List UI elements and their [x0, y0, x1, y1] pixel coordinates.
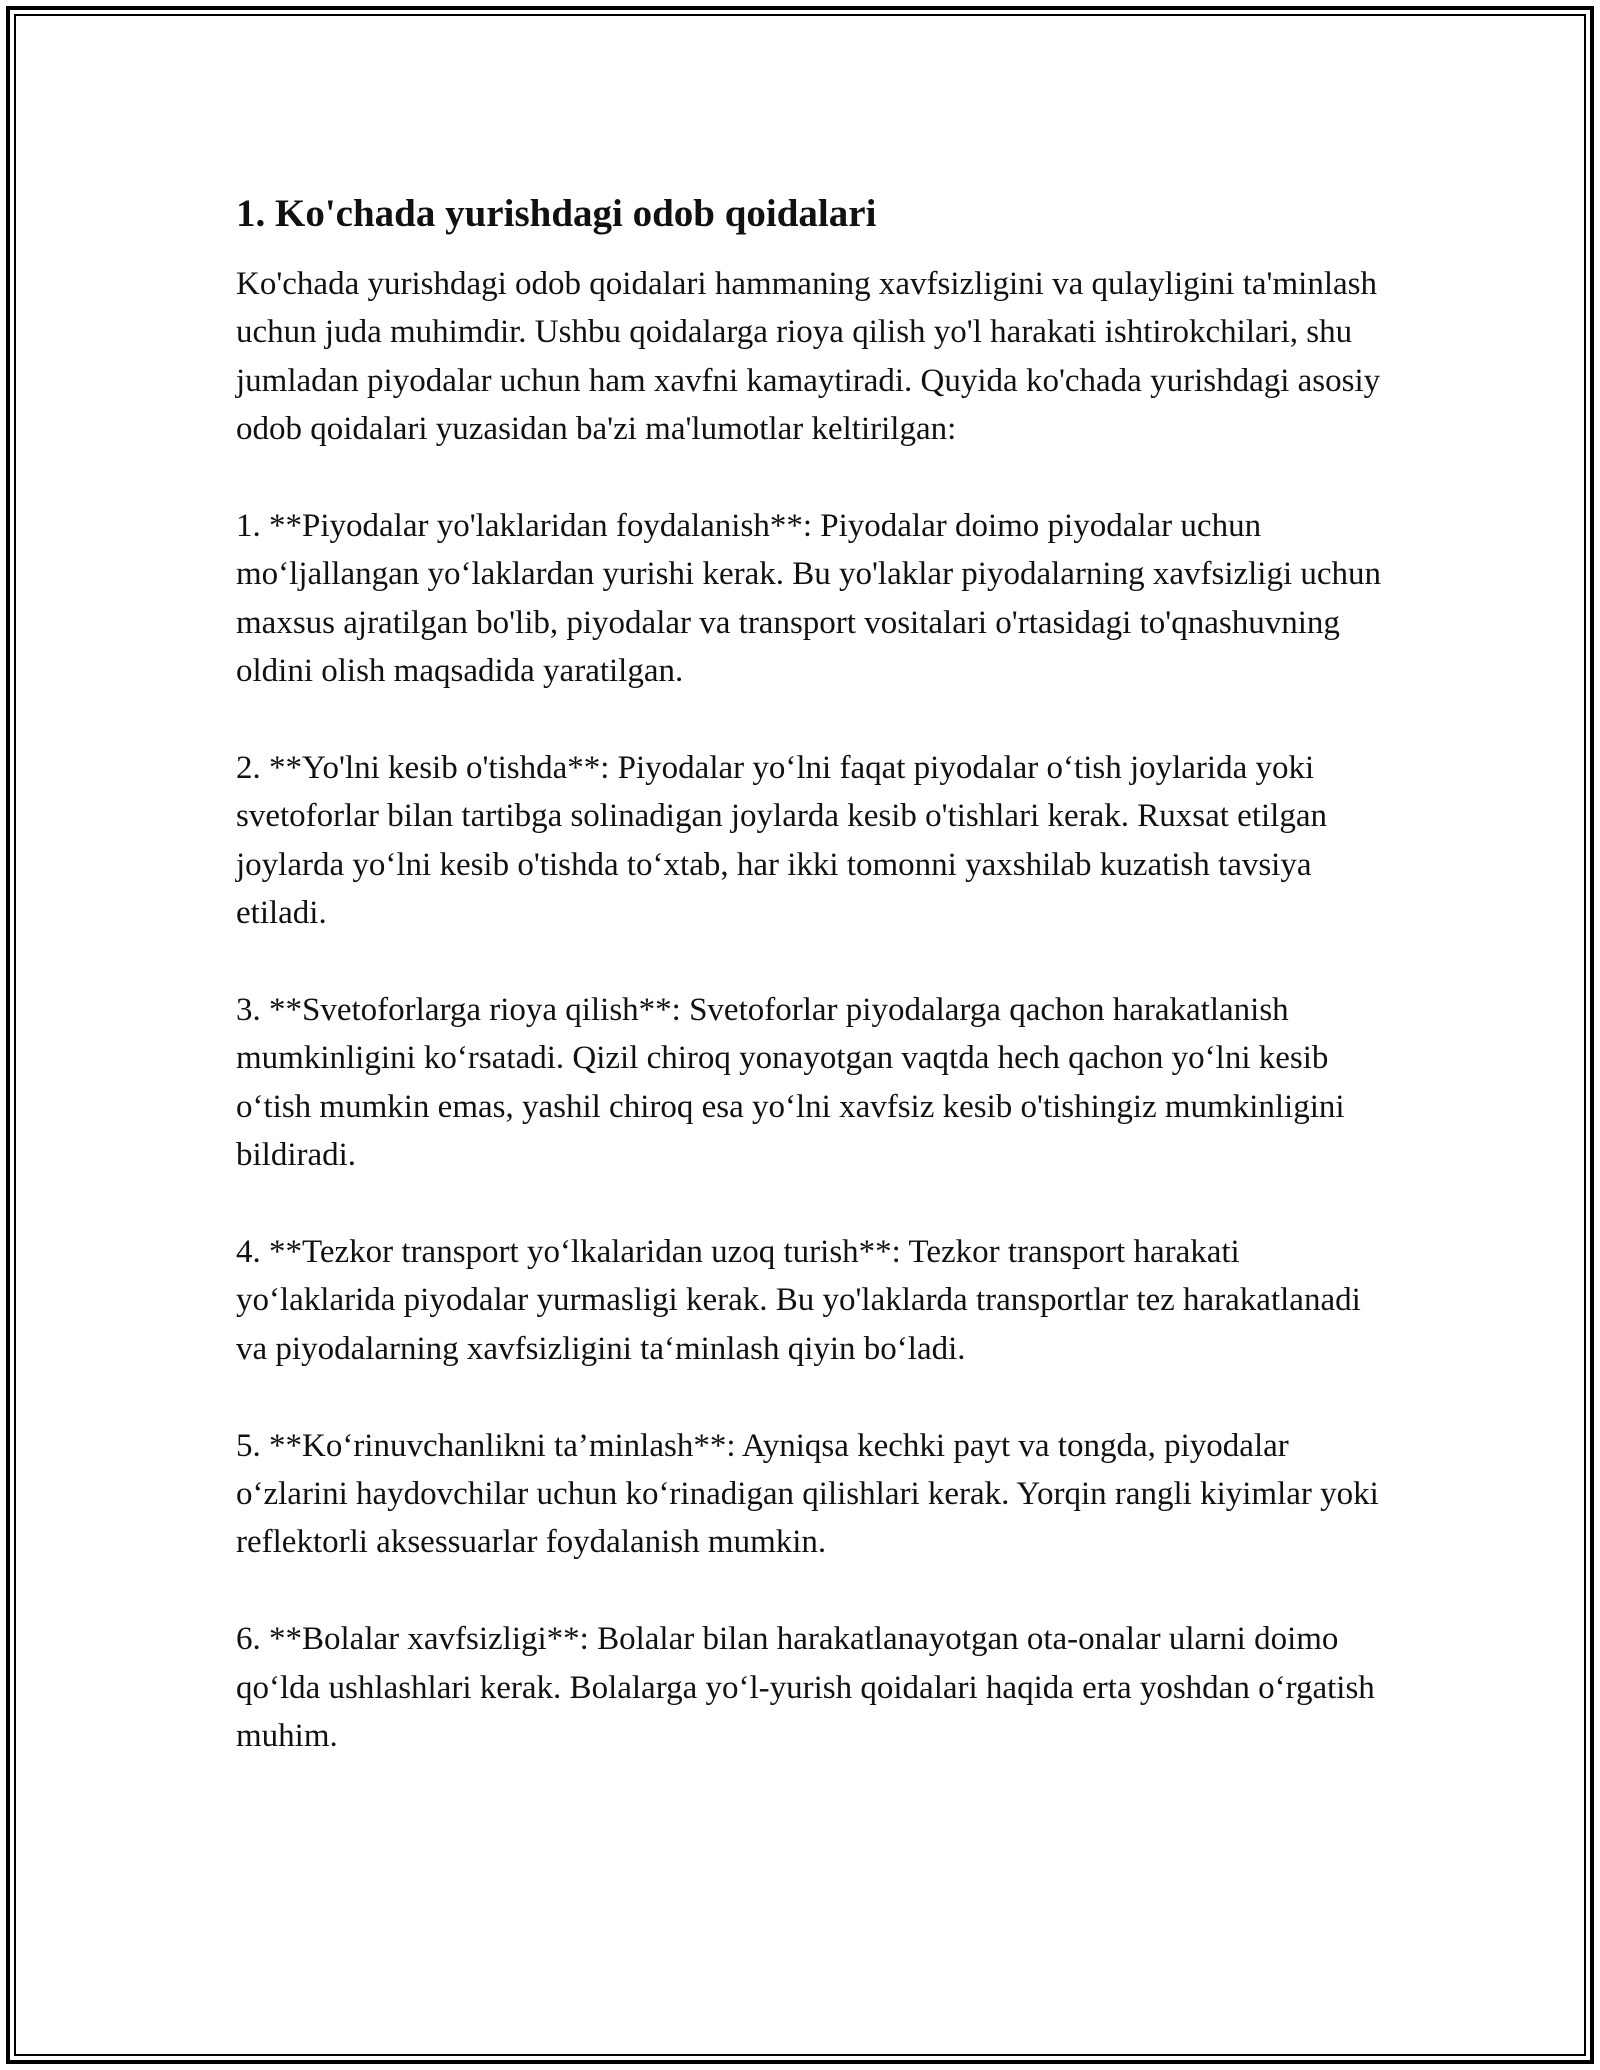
intro-paragraph: Ko'chada yurishdagi odob qoidalari hammaning xavfsizligini va qulayligini ta'minlash uchun juda muhimdir. Ushbu qoidalarga rioya qilish yo'l harakati ishtirokchilari, shu jumladan piyodalar uchun ham xavfni kamaytiradi. Quyida ko'chada yurishdagi asosiy odob qoidalari yuzasidan ba'zi ma'lumotlar keltirilgan: [236, 266, 1381, 448]
document-title: 1. Ko'chada yurishdagi odob qoidalari [236, 192, 877, 235]
rule-item-6: 6. **Bolalar xavfsizligi**: Bolalar bilan harakatlanayotgan ota-onalar ularni doimo qo‘lda ushlashlari kerak. Bolalarga yo‘l-yurish qoidalari haqida erta yoshdan o‘rgatish muhim. [236, 1621, 1375, 1755]
rule-item-1: 1. **Piyodalar yo'laklaridan foydalanish**: Piyodalar doimo piyodalar uchun mo‘ljallangan yo‘laklardan yurishi kerak. Bu yo'laklar piyodalarning xavfsizligi uchun maxsus ajratilgan bo'lib, piyodalar va transport vositalari o'rtasidagi to'qnashuvning oldini olish maqsadida yaratilgan. [236, 508, 1382, 690]
rule-item-2: 2. **Yo'lni kesib o'tishda**: Piyodalar yo‘lni faqat piyodalar o‘tish joylarida yoki svetoforlar bilan tartibga solinadigan joylarda kesib o'tishlari kerak. Ruxsat etilgan joylarda yo‘lni kesib o'tishda to‘xtab, har ikki tomonni yaxshilab kuzatish tavsiya etiladi. [236, 750, 1327, 932]
document-content [236, 190, 1386, 1809]
rule-item-5: 5. **Ko‘rinuvchanlikni ta’minlash**: Ayniqsa kechki payt va tongda, piyodalar o‘zlarini haydovchilar uchun ko‘rinadigan qilishlari kerak. Yorqin rangli kiyimlar yoki reflektorli aksessuarlar foydalanish mumkin. [236, 1427, 1379, 1561]
rule-item-4: 4. **Tezkor transport yo‘lkalaridan uzoq turish**: Tezkor transport harakati yo‘laklarida piyodalar yurmasligi kerak. Bu yo'laklarda transportlar tez harakatlanadi va piyodalarning xavfsizligini ta‘minlash qiyin bo‘ladi. [236, 1234, 1361, 1367]
rule-item-3: 3. **Svetoforlarga rioya qilish**: Svetoforlar piyodalarga qachon harakatlanish mumkinligini ko‘rsatadi. Qizil chiroq yonayotgan vaqtda hech qachon yo‘lni kesib o‘tish mumkin emas, yashil chiroq esa yo‘lni xavfsiz kesib o'tishingiz mumkinligini bildiradi. [236, 992, 1345, 1174]
